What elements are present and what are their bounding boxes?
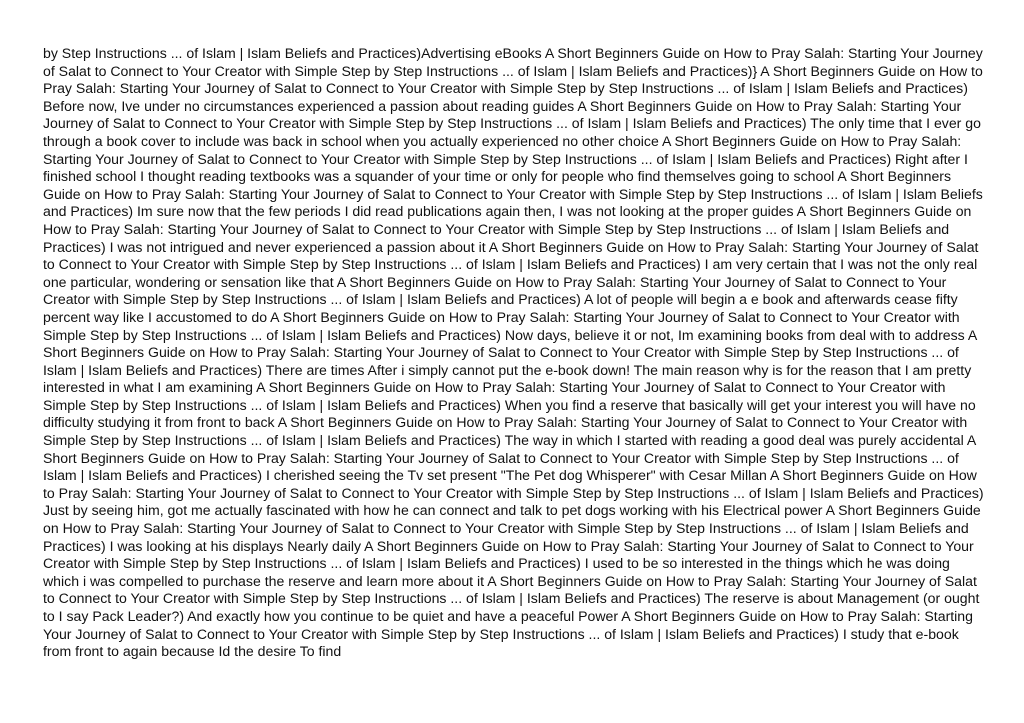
- document-page: [43, 45, 987, 685]
- body-paragraph: by Step Instructions ... of Islam | Islam Beliefs and Practices)Advertising eBooks A Short Beginners Guide on How to Pray Salah: Starting Your Journey of Salat to Connect to Your Creator with Simple Step by Step Instructions ... of Islam | Islam Beliefs and Practices)} A Short Beginners Guide on How to Pray Salah: Starting Your Journey of Salat to Connect to Your Creator with Simple Step by Step Instructions ... of Islam | Islam Beliefs and Practices) Before now, Ive under no circumstances experienced a passion about reading guides A Short Beginners Guide on How to Pray Salah: Starting Your Journey of Salat to Connect to Your Creator with Simple Step by Step Instructions ... of Islam | Islam Beliefs and Practices) The only time that I ever go through a book cover to include was back in school when you actually experienced no other choice A Short Beginners Guide on How to Pray Salah: Starting Your Journey of Salat to Connect to Your Creator with Simple Step by Step Instructions ... of Islam | Islam Beliefs and Practices) Right after I finished school I thought reading textbooks was a squander of your time or only for people who find themselves going to school A Short Beginners Guide on How to Pray Salah: Starting Your Journey of Salat to Connect to Your Creator with Simple Step by Step Instructions ... of Islam | Islam Beliefs and Practices) Im sure now that the few periods I did read publications again then, I was not looking at the proper guides A Short Beginners Guide on How to Pray Salah: Starting Your Journey of Salat to Connect to Your Creator with Simple Step by Step Instructions ... of Islam | Islam Beliefs and Practices) I was not intrigued and never experienced a passion about it A Short Beginners Guide on How to Pray Salah: Starting Your Journey of Salat to Connect to Your Creator with Simple Step by Step Instructions ... of Islam | Islam Beliefs and Practices) I am very certain that I was not the only real one particular, wondering or sensation like that A Short Beginners Guide on How to Pray Salah: Starting Your Journey of Salat to Connect to Your Creator with Simple Step by Step Instructions ... of Islam | Islam Beliefs and Practices) A lot of people will begin a e book and afterwards cease fifty percent way like I accustomed to do A Short Beginners Guide on How to Pray Salah: Starting Your Journey of Salat to Connect to Your Creator with Simple Step by Step Instructions ... of Islam | Islam Beliefs and Practices) Now days, believe it or not, Im examining books from deal with to address A Short Beginners Guide on How to Pray Salah: Starting Your Journey of Salat to Connect to Your Creator with Simple Step by Step Instructions ... of Islam | Islam Beliefs and Practices) There are times After i simply cannot put the e-book down! The main reason why is for the reason that I am pretty interested in what I am examining A Short Beginners Guide on How to Pray Salah: Starting Your Journey of Salat to Connect to Your Creator with Simple Step by Step Instructions ... of Islam | Islam Beliefs and Practices) When you find a reserve that basically will get your interest you will have no difficulty studying it from front to back A Short Beginners Guide on How to Pray Salah: Starting Your Journey of Salat to Connect to Your Creator with Simple Step by Step Instructions ... of Islam | Islam Beliefs and Practices) The way in which I started with reading a good deal was purely accidental A Short Beginners Guide on How to Pray Salah: Starting Your Journey of Salat to Connect to Your Creator with Simple Step by Step Instructions ... of Islam | Islam Beliefs and Practices) I cherished seeing the Tv set present "The Pet dog Whisperer" with Cesar Millan A Short Beginners Guide on How to Pray Salah: Starting Your Journey of Salat to Connect to Your Creator with Simple Step by Step Instructions ... of Islam | Islam Beliefs and Practices) Just by seeing him, got me actually fascinated with how he can connect and talk to pet dogs working with his Electrical power A Short Beginners Guide on How to Pray Salah: Starting Your Journey of Salat to Connect to Your Creator with Simple Step by Step Instructions ... of Islam | Islam Beliefs and Practices) I was looking at his displays Nearly daily A Short Beginners Guide on How to Pray Salah: Starting Your Journey of Salat to Connect to Your Creator with Simple Step by Step Instructions ... of Islam | Islam Beliefs and Practices) I used to be so interested in the things which he was doing which i was compelled to purchase the reserve and learn more about it A Short Beginners Guide on How to Pray Salah: Starting Your Journey of Salat to Connect to Your Creator with Simple Step by Step Instructions ... of Islam | Islam Beliefs and Practices) The reserve is about Management (or ought to I say Pack Leader?) And exactly how you continue to be quiet and have a peaceful Power A Short Beginners Guide on How to Pray Salah: Starting Your Journey of Salat to Connect to Your Creator with Simple Step by Step Instructions ... of Islam | Islam Beliefs and Practices) I study that e-book from front to again because Id the desire To find: [43, 45, 984, 660]
